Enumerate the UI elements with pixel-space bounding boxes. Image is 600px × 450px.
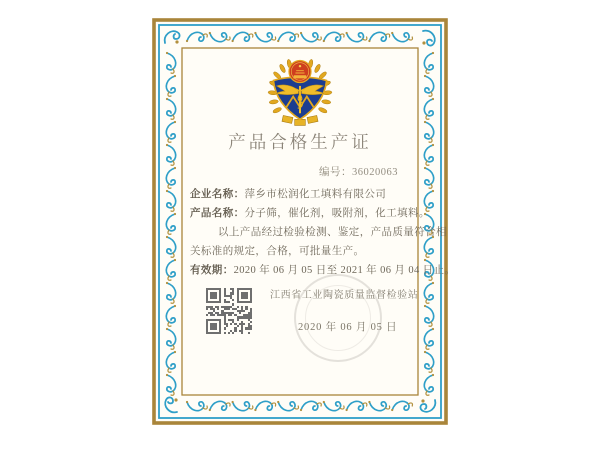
product-name-value: 分子筛，催化剂，吸附剂，化工填料。 (244, 208, 430, 219)
product-name-label: 产品名称： (190, 208, 245, 219)
validity-value: 2020 年 06 月 05 日至 2021 年 06 月 04 日止。 (233, 265, 456, 276)
enterprise-name-label: 企业名称： (190, 189, 245, 200)
statement-line-1: 以上产品经过检验检测、鉴定，产品质量符合相 (218, 227, 447, 238)
serial-number-row (152, 164, 398, 179)
issue-date: 2020 年 06 月 05 日 (298, 322, 398, 333)
statement-line-2: 关标准的规定，合格，可批量生产。 (190, 246, 365, 257)
validity-label: 有效期： (190, 265, 234, 276)
serial-value: 36020063 (352, 167, 398, 178)
certificate-title: 产品合格生产证 (228, 132, 372, 152)
issuer-name: 江西省工业陶瓷质量监督检验站 (270, 290, 419, 301)
validity-row (190, 262, 456, 277)
quality-supervision-emblem-icon (262, 55, 338, 129)
serial-label: 编号： (319, 167, 352, 178)
qr-code (206, 288, 252, 334)
enterprise-name-row (190, 186, 418, 201)
enterprise-name-value: 萍乡市松润化工填料有限公司 (244, 189, 387, 200)
product-name-row (190, 205, 430, 220)
national-emblem-icon (289, 60, 311, 82)
certificate-paper (152, 18, 456, 425)
